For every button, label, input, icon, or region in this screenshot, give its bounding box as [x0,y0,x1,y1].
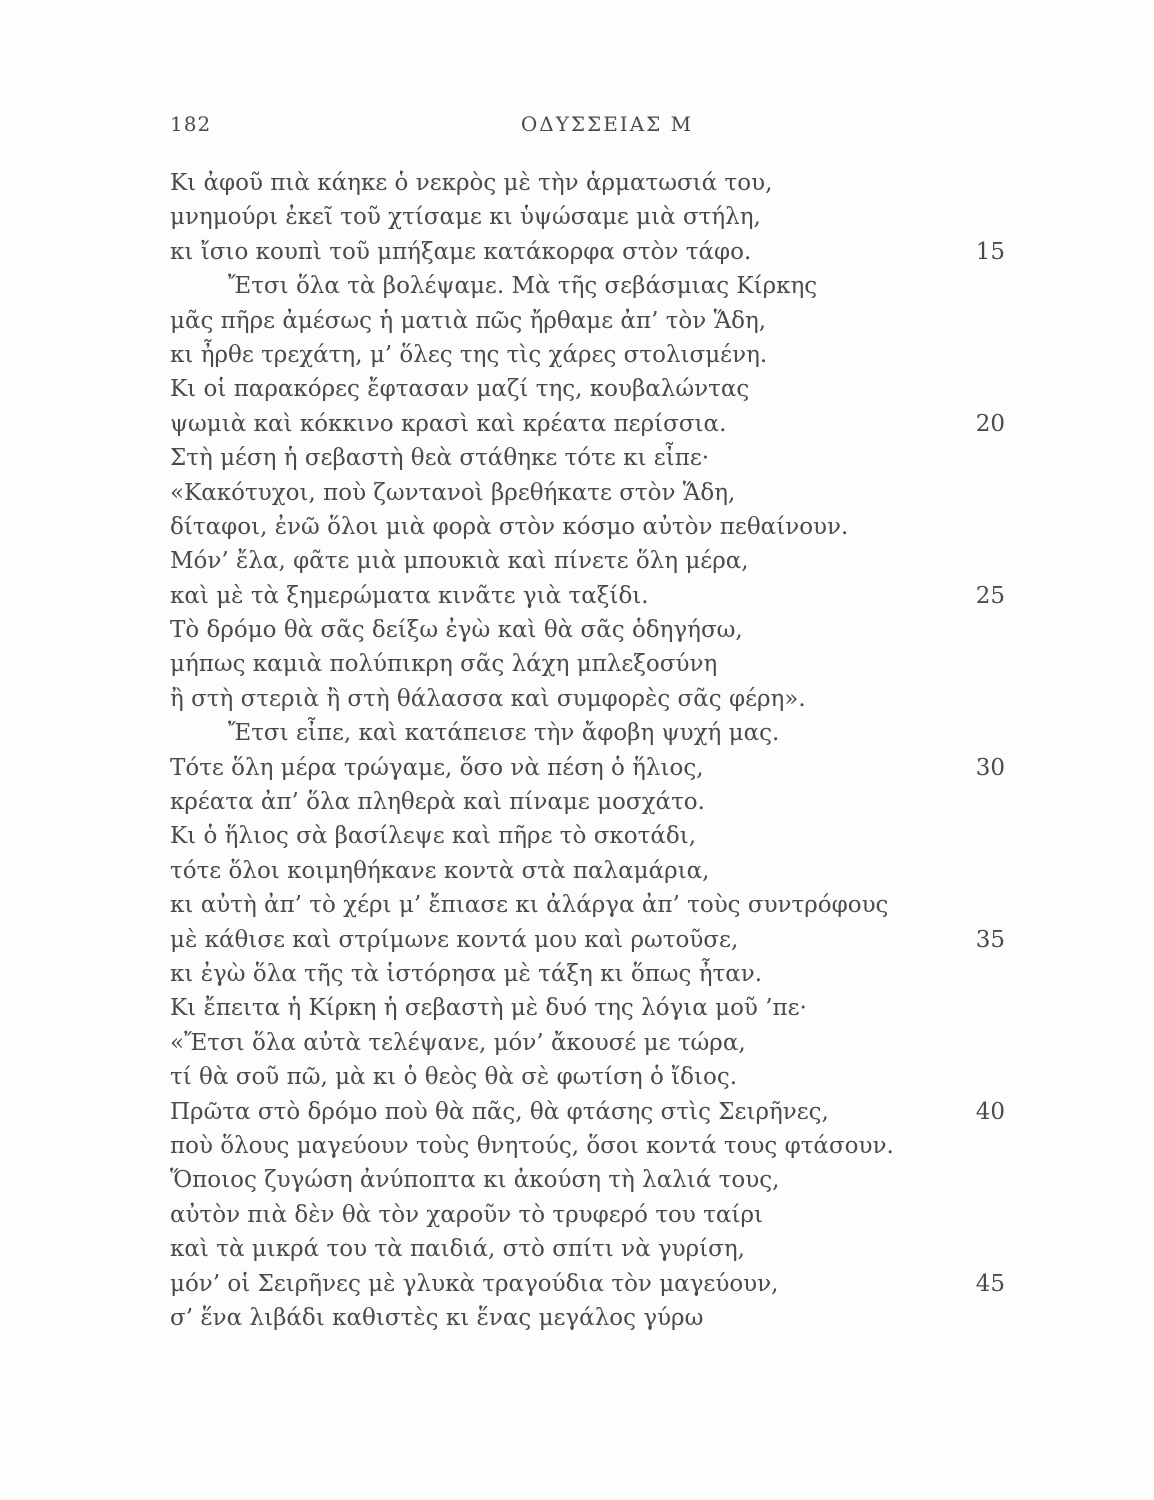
verse-text: κρέατα ἀπ’ ὅλα πληθερὰ καὶ πίναμε μοσχάτο. [170,789,705,816]
running-head [170,112,1004,140]
verse-line [170,613,1005,647]
verse-line [170,407,1005,441]
verse-text: Κι ἀφοῦ πιὰ κάηκε ὁ νεκρὸς μὲ τὴν ἁρματωσιά του, [170,170,773,196]
verse-text: «Ἔτσι ὅλα αὐτὰ τελέψανε, μόν’ ἄκουσέ με τώρα, [170,1029,746,1056]
verse-line [170,304,1005,338]
verse-line [170,682,1005,716]
line-number: 45 [975,1270,1005,1297]
verse-line [170,751,1005,785]
verse-text: Πρῶτα στὸ δρόμο ποὺ θὰ πᾶς, θὰ φτάσης στὶς Σειρῆνες, [170,1098,829,1125]
verse-text: μὲ κάθισε καὶ στρίμωνε κοντά μου καὶ ρωτοῦσε, [170,926,739,953]
line-number: 15 [975,238,1005,265]
verse-line [170,1095,1005,1129]
verse-text: Τὸ δρόμο θὰ σᾶς δείξω ἐγὼ καὶ θὰ σᾶς ὁδηγήσω, [170,617,743,644]
verse-text: κι ἦρθε τρεχάτη, μ’ ὅλες της τὶς χάρες στολισμένη. [170,341,768,368]
verse-line [170,200,1005,234]
verse-line [170,510,1005,544]
verse-line [170,1301,1005,1335]
verse-text: Κι ὁ ἥλιος σὰ βασίλεψε καὶ πῆρε τὸ σκοτάδι, [170,823,697,850]
verse-text: Ἔτσι εἶπε, καὶ κατάπεισε τὴν ἄφοβη ψυχή μας. [228,720,780,747]
verse-text: κι αὐτὴ ἀπ’ τὸ χέρι μ’ ἔπιασε κι ἀλάργα ἀπ’ τοὺς συντρόφους [170,892,889,919]
verse-text: κι ἐγὼ ὅλα τῆς τὰ ἱστόρησα μὲ τάξη κι ὅπως ἦταν. [170,960,763,987]
verse-line [170,235,1005,269]
verse-line [170,1267,1005,1301]
verse-line [170,579,1005,613]
verse-line [170,1163,1005,1197]
verse-text: σ’ ἕνα λιβάδι καθιστὲς κι ἕνας μεγάλος γύρω [170,1304,704,1331]
verse-line [170,819,1005,853]
verse-text: Στὴ μέση ἡ σεβαστὴ θεὰ στάθηκε τότε κι εἶπε· [170,445,710,472]
line-number: 40 [975,1098,1005,1125]
verse-line [170,166,1005,200]
verse-line [170,544,1005,578]
verse-line [170,372,1005,406]
verse-line [170,1060,1005,1094]
verse-line [170,476,1005,510]
book-title: ΟΔΥΣΣΕΙΑΣ Μ [520,112,694,136]
line-number: 25 [975,582,1005,609]
verse-text: καὶ μὲ τὰ ξημερώματα κινᾶτε γιὰ ταξίδι. [170,582,649,609]
verse-text: τί θὰ σοῦ πῶ, μὰ κι ὁ θεὸς θὰ σὲ φωτίση ὁ ἴδιος. [170,1064,738,1091]
verse-text: μόν’ οἱ Σειρῆνες μὲ γλυκὰ τραγούδια τὸν μαγεύουν, [170,1270,779,1297]
verse-line [170,716,1005,750]
verse-text: κι ἴσιο κουπὶ τοῦ μπήξαμε κατάκορφα στὸν τάφο. [170,238,752,265]
line-number: 30 [975,754,1005,781]
verse-text: μνημούρι ἐκεῖ τοῦ χτίσαμε κι ὑψώσαμε μιὰ στήλη, [170,204,761,231]
verse-line [170,923,1005,957]
verse-text: Κι οἱ παρακόρες ἔφτασαν μαζί της, κουβαλώντας [170,376,750,403]
verse-line [170,888,1005,922]
verse-text: «Κακότυχοι, ποὺ ζωντανοὶ βρεθήκατε στὸν Ἅδη, [170,479,736,506]
verse-text: καὶ τὰ μικρά του τὰ παιδιά, στὸ σπίτι νὰ γυρίση, [170,1236,745,1263]
verse-line [170,1129,1005,1163]
line-number: 35 [975,926,1005,953]
verse-text: μᾶς πῆρε ἀμέσως ἡ ματιὰ πῶς ἤρθαμε ἀπ’ τὸν Ἅδη, [170,307,767,334]
verse-line [170,1026,1005,1060]
verse-line [170,854,1005,888]
verse-text: Ἔτσι ὅλα τὰ βολέψαμε. Μὰ τῆς σεβάσμιας Κίρκης [228,273,818,300]
verse-text: τότε ὅλοι κοιμηθήκανε κοντὰ στὰ παλαμάρια, [170,857,710,884]
verse-text: μήπως καμιὰ πολύπικρη σᾶς λάχη μπλεξοσύνη [170,651,718,678]
verse-text: Μόν’ ἔλα, φᾶτε μιὰ μπουκιὰ καὶ πίνετε ὅλη μέρα, [170,548,749,575]
verse-text: ποὺ ὅλους μαγεύουν τοὺς θνητούς, ὅσοι κοντά τους φτάσουν. [170,1132,894,1159]
verse-line [170,1232,1005,1266]
line-number: 20 [975,410,1005,437]
verse-line [170,785,1005,819]
page-number: 182 [170,112,212,136]
poem-text [170,166,1005,1335]
verse-text: Ὅποιος ζυγώση ἀνύποπτα κι ἀκούση τὴ λαλιά τους, [170,1167,780,1194]
verse-text: ἢ στὴ στεριὰ ἢ στὴ θάλασσα καὶ συμφορὲς σᾶς φέρη». [170,685,806,712]
verse-line [170,441,1005,475]
verse-text: δίταφοι, ἐνῶ ὅλοι μιὰ φορὰ στὸν κόσμο αὐτὸν πεθαίνουν. [170,513,849,540]
verse-text: αὐτὸν πιὰ δὲν θὰ τὸν χαροῦν τὸ τρυφερό του ταίρι [170,1201,763,1228]
verse-line [170,338,1005,372]
verse-line [170,647,1005,681]
verse-line [170,991,1005,1025]
verse-line [170,269,1005,303]
verse-line [170,1198,1005,1232]
verse-text: ψωμιὰ καὶ κόκκινο κρασὶ καὶ κρέατα περίσσια. [170,410,727,437]
verse-text: Τότε ὅλη μέρα τρώγαμε, ὅσο νὰ πέση ὁ ἥλιος, [170,754,704,781]
verse-line [170,957,1005,991]
verse-text: Κι ἔπειτα ἡ Κίρκη ἡ σεβαστὴ μὲ δυό της λόγια μοῦ ’πε· [170,995,807,1022]
